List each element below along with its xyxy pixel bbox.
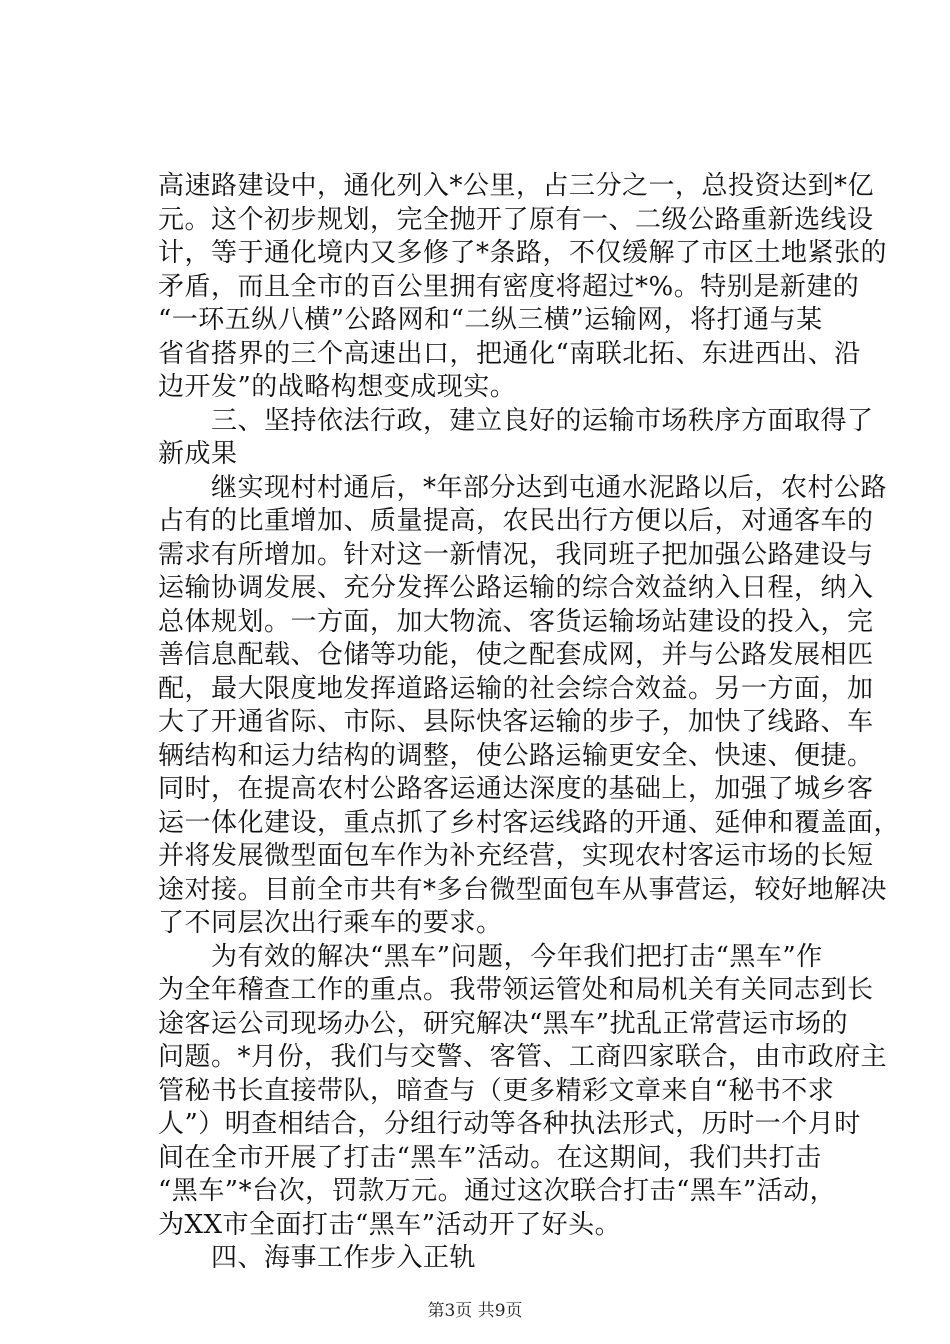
text-line: 辆结构和运力结构的调整，使公路运输更安全、快速、便捷。 (158, 740, 874, 771)
text-line: “一环五纵八横”公路网和“二纵三横”运输网，将打通与某 (158, 305, 823, 335)
text-line: 三、坚持依法行政，建立良好的运输市场秩序方面取得了 (158, 405, 874, 436)
text-line: 运一体化建设，重点抓了乡村客运线路的开通、延伸和覆盖面， (158, 807, 901, 838)
text-line: 同时，在提高农村公路客运通达深度的基础上，加强了城乡客 (158, 774, 874, 804)
text-line: 占有的比重增加、质量提高，农民出行方便以后，对通客车的 (158, 506, 874, 536)
text-line: 元。这个初步规划，完全抛开了原有一、二级公路重新选线设 (158, 204, 874, 235)
text-line: 人”）明查相结合，分组行动等各种执法形式，历时一个月时 (158, 1109, 861, 1139)
text-line: 为全年稽查工作的重点。我带领运管处和局机关有关同志到长 (158, 975, 874, 1005)
text-line: 为有效的解决“黑车”问题，今年我们把打击“黑车”作 (158, 941, 823, 972)
text-line: 问题。*月份，我们与交警、客管、工商四家联合，由市政府主 (158, 1042, 888, 1072)
text-line: 了不同层次出行乘车的要求。 (158, 908, 503, 938)
text-line: 省省搭界的三个高速出口，把通化“南联北拓、东进西出、沿 (158, 338, 861, 369)
text-line: 大了开通省际、市际、县际快客运输的步子，加快了线路、车 (158, 707, 874, 737)
text-line: 总体规划。一方面，加大物流、客货运输场站建设的投入，完 (158, 606, 874, 637)
text-line: 并将发展微型面包车作为补充经营，实现农村客运市场的长短 (158, 841, 874, 871)
text-line: 边开发”的战略构想变成现实。 (158, 372, 517, 402)
text-line: 计，等于通化境内又多修了*条路，不仅缓解了市区土地紧张的 (158, 238, 888, 268)
text-line: 途客运公司现场办公，研究解决“黑车”扰乱正常营运市场的 (158, 1008, 849, 1039)
text-line: 运输协调发展、充分发挥公路运输的综合效益纳入日程，纳入 (158, 573, 874, 603)
text-line: 管秘书长直接带队，暗查与（更多精彩文章来自“秘书不求 (158, 1075, 835, 1106)
text-line: 为XX市全面打击“黑车”活动开了好头。 (158, 1209, 622, 1240)
text-line: 途对接。目前全市共有*多台微型面包车从事营运，较好地解决 (158, 874, 888, 905)
text-line: 矛盾，而且全市的百公里拥有密度将超过*%。特别是新建的 (158, 271, 860, 302)
text-line: 继实现村村通后，*年部分达到屯通水泥路以后，农村公路 (158, 472, 888, 503)
text-line: 间在全市开展了打击“黑车”活动。在这期间，我们共打击 (158, 1142, 822, 1173)
text-line: “黑车”*台次，罚款万元。通过这次联合打击“黑车”活动， (158, 1176, 837, 1206)
text-line: 善信息配载、仓储等功能，使之配套成网，并与公路发展相匹 (158, 640, 874, 670)
page-footer: 第3页 共9页 (427, 1301, 523, 1321)
body-text (158, 170, 901, 1276)
text-line: 需求有所增加。针对这一新情况，我同班子把加强公路建设与 (158, 539, 874, 570)
text-line: 高速路建设中，通化列入*公里，占三分之一，总投资达到*亿 (158, 171, 875, 201)
text-line: 配，最大限度地发挥道路运输的社会综合效益。另一方面，加 (158, 673, 874, 704)
text-line: 四、海事工作步入正轨 (158, 1243, 477, 1273)
text-line: 新成果 (158, 439, 238, 469)
